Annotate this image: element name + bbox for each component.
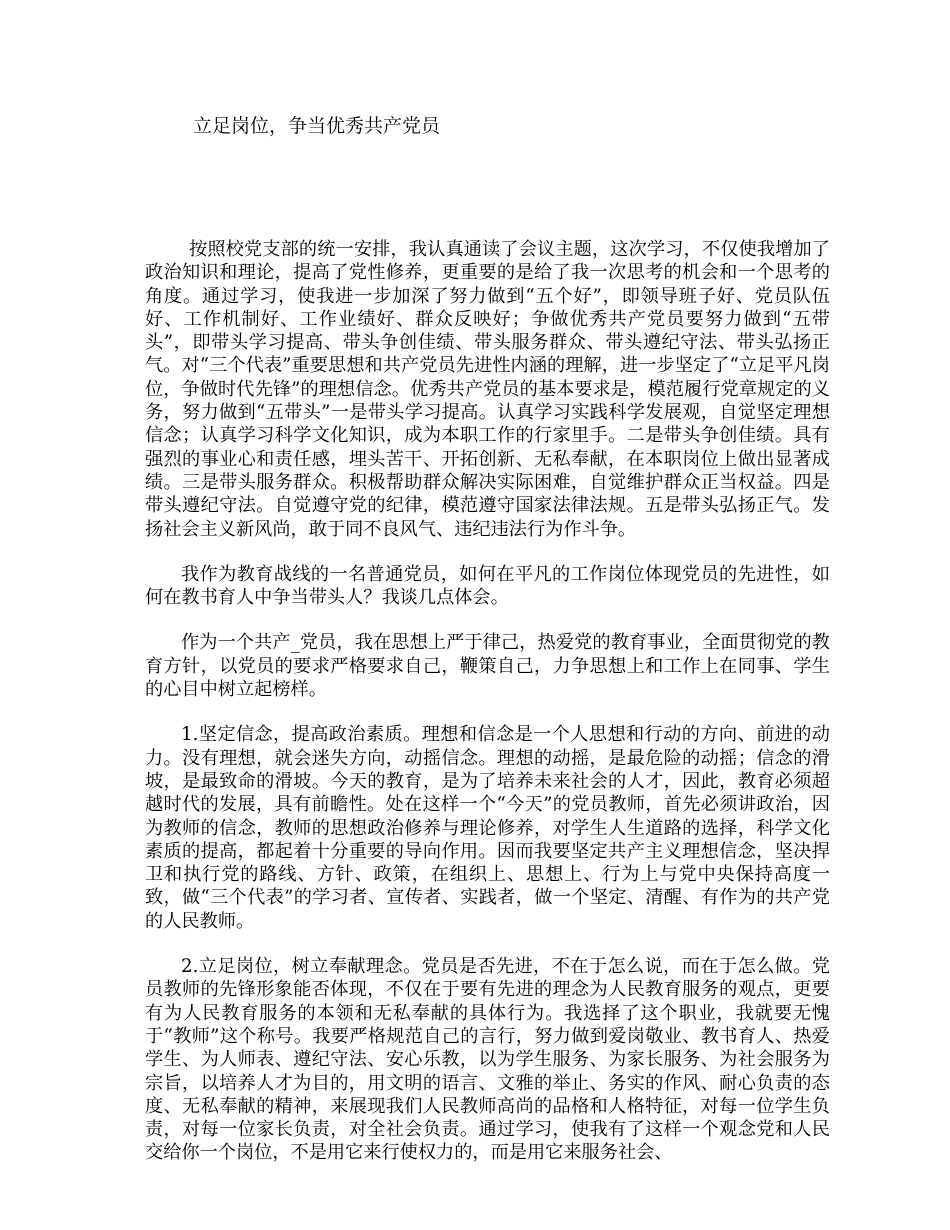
paragraph-question: 我作为教育战线的一名普通党员，如何在平凡的工作岗位体现党员的先进性，如何在教书育人中争当带头人？我谈几点体会。 bbox=[145, 563, 830, 609]
paragraph-intro: 按照校党支部的统一安排，我认真通读了会议主题，这次学习，不仅使我增加了政治知识和理论，提高了党性修养，更重要的是给了我一次思考的机会和一个思考的角度。通过学习，使我进一步加深了努力做到“五个好”，即领导班子好、党员队伍好、工作机制好、工作业绩好、群众反映好；争做优秀共产党员要努力做到“五带头”，即带头学习提高、带头争创佳绩、带头服务群众、带头遵纪守法、带头弘扬正气。对“三个代表”重要思想和共产党员先进性内涵的理解，进一步坚定了“立足平凡岗位，争做时代先锋”的理想信念。优秀共产党员的基本要求是，模范履行党章规定的义务，努力做到“五带头”一是带头学习提高。认真学习实践科学发展观，自觉坚定理想信念；认真学习科学文化知识，成为本职工作的行家里手。二是带头争创佳绩。具有强烈的事业心和责任感，埋头苦干、开拓创新、无私奉献，在本职岗位上做出显著成绩。三是带头服务群众。积极帮助群众解决实际困难，自觉维护群众正当权益。四是带头遵纪守法。自觉遵守党的纪律，模范遵守国家法律法规。五是带头弘扬正气。发扬社会主义新风尚，敢于同不良风气、违纪违法行为作斗争。 bbox=[145, 239, 830, 540]
paragraph-point-2: 2.立足岗位，树立奉献理念。党员是否先进，不在于怎么说，而在于怎么做。党员教师的先锋形象能否体现，不仅在于要有先进的理念为人民教育服务的观点，更要有为人民教育服务的本领和无私奉献的具体行为。我选择了这个职业，我就要无愧于“教师”这个称号。我要严格规范自己的言行，努力做到爱岗敬业、教书育人、热爱学生、为人师表、遵纪守法、安心乐教，以为学生服务、为家长服务、为社会服务为宗旨，以培养人才为目的，用文明的语言、文雅的举止、务实的作风、耐心负责的态度、无私奉献的精神，来展现我们人民教师高尚的品格和人格特征，对每一位学生负责，对每一位家长负责，对全社会负责。通过学习，使我有了这样一个观念党和人民交给你一个岗位，不是用它来行使权力的，而是用它来服务社会、 bbox=[145, 956, 830, 1164]
document-title: 立足岗位，争当优秀共产党员 bbox=[193, 115, 441, 137]
paragraph-point-1: 1.坚定信念，提高政治素质。理想和信念是一个人思想和行动的方向、前进的动力。没有理想，就会迷失方向，动摇信念。理想的动摇，是最危险的动摇；信念的滑坡，是最致命的滑坡。今天的教育，是为了培养未来社会的人才，因此，教育必须超越时代的发展，具有前瞻性。处在这样一个“今天”的党员教师，首先必须讲政治，因为教师的信念，教师的思想政治修养与理论修养，对学生人生道路的选择，科学文化素质的提高，都起着十分重要的导向作用。因而我要坚定共产主义理想信念，坚决捍卫和执行党的路线、方针、政策，在组织上、思想上、行为上与党中央保持高度一致，做“三个代表”的学习者、宣传者、实践者，做一个坚定、清醒、有作为的共产党的人民教师。 bbox=[145, 724, 830, 932]
paragraph-commitment: 作为一个共产_党员，我在思想上严于律己，热爱党的教育事业，全面贯彻党的教育方针，以党员的要求严格要求自己，鞭策自己，力争思想上和工作上在同事、学生的心目中树立起榜样。 bbox=[145, 632, 830, 701]
document-body bbox=[145, 238, 830, 1187]
